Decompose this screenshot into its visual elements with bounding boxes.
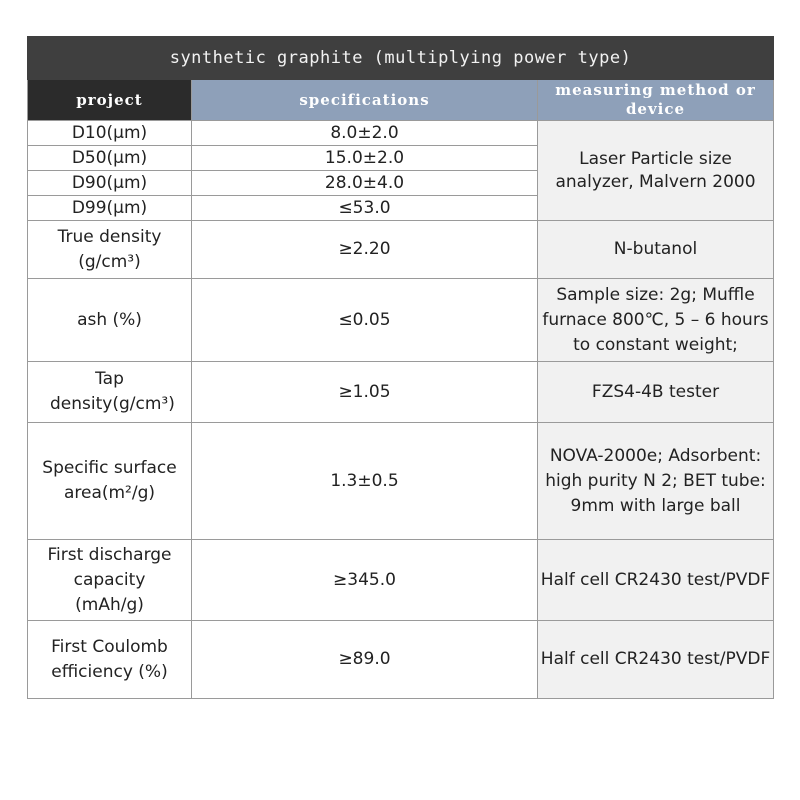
table-row — [28, 362, 774, 423]
spec-table — [27, 36, 774, 699]
project-cell: Specific surface area(m²/g) — [28, 423, 192, 540]
method-cell: N-butanol — [538, 221, 774, 279]
project-cell: D90(μm) — [28, 171, 192, 196]
header-specifications: specifications — [192, 80, 538, 121]
spec-cell: ≥89.0 — [192, 621, 538, 699]
spec-cell: ≥2.20 — [192, 221, 538, 279]
table-row — [28, 621, 774, 699]
spec-cell: ≥1.05 — [192, 362, 538, 423]
header-method: measuring method or device — [538, 80, 774, 121]
project-cell: True density (g/cm³) — [28, 221, 192, 279]
table-row — [28, 540, 774, 621]
spec-sheet — [27, 36, 773, 699]
method-cell: Half cell CR2430 test/PVDF — [538, 540, 774, 621]
method-cell: Sample size: 2g; Muffle furnace 800℃, 5 – 6 hours to constant weight; — [538, 279, 774, 362]
table-row — [28, 121, 774, 146]
method-cell: Half cell CR2430 test/PVDF — [538, 621, 774, 699]
spec-cell: ≤53.0 — [192, 196, 538, 221]
project-cell: First discharge capacity (mAh/g) — [28, 540, 192, 621]
project-cell: First Coulomb efficiency (%) — [28, 621, 192, 699]
project-cell: D50(μm) — [28, 146, 192, 171]
method-cell: Laser Particle size analyzer, Malvern 2000 — [538, 121, 774, 221]
project-cell: Tap density(g/cm³) — [28, 362, 192, 423]
project-cell: D99(μm) — [28, 196, 192, 221]
project-cell: ash (%) — [28, 279, 192, 362]
spec-cell: ≥345.0 — [192, 540, 538, 621]
spec-cell: 28.0±4.0 — [192, 171, 538, 196]
header-project: project — [28, 80, 192, 121]
spec-cell: ≤0.05 — [192, 279, 538, 362]
project-cell: D10(μm) — [28, 121, 192, 146]
table-title: synthetic graphite (multiplying power type) — [28, 37, 774, 80]
spec-cell: 1.3±0.5 — [192, 423, 538, 540]
table-row — [28, 279, 774, 362]
spec-cell: 15.0±2.0 — [192, 146, 538, 171]
spec-cell: 8.0±2.0 — [192, 121, 538, 146]
table-row — [28, 221, 774, 279]
table-row — [28, 423, 774, 540]
method-cell: FZS4-4B tester — [538, 362, 774, 423]
method-cell: NOVA-2000e; Adsorbent: high purity N 2; BET tube: 9mm with large ball — [538, 423, 774, 540]
